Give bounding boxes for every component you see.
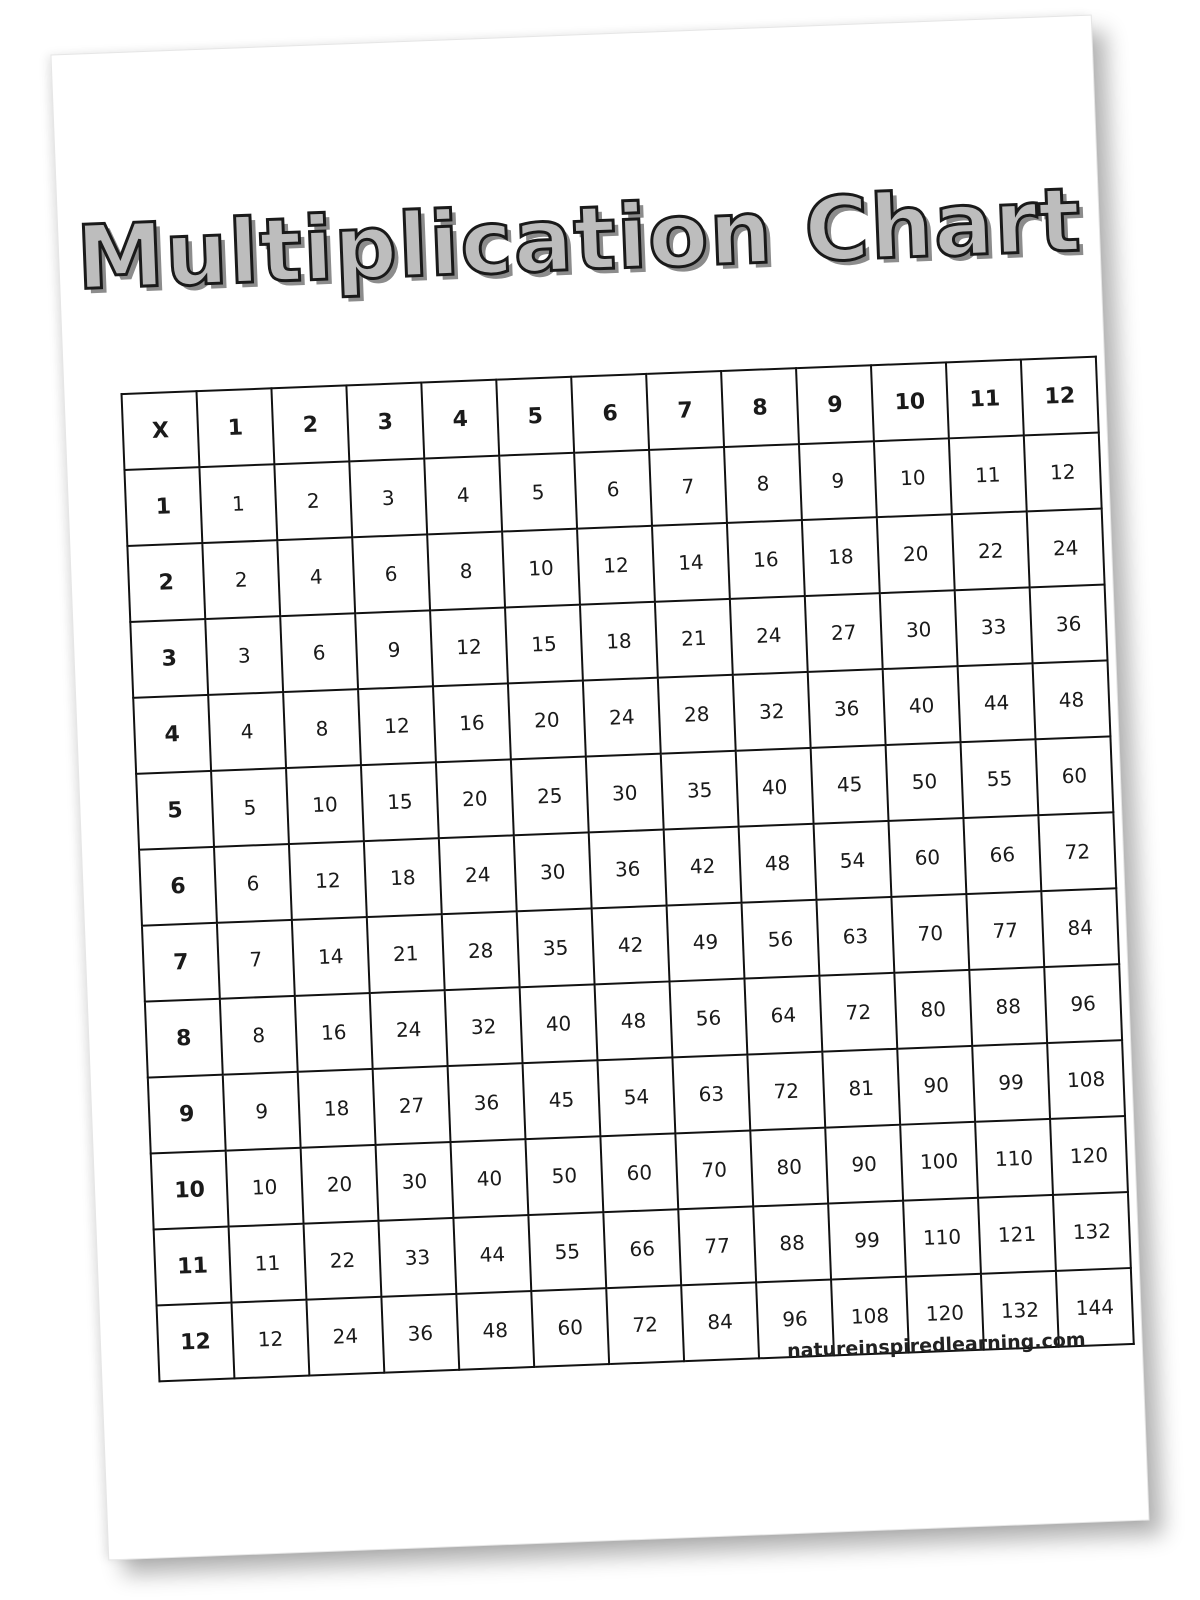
product-cell: 4 — [277, 537, 355, 616]
product-cell: 36 — [1030, 584, 1108, 663]
worksheet-page — [51, 16, 1148, 1560]
product-cell: 14 — [292, 917, 370, 996]
product-cell: 10 — [226, 1148, 304, 1227]
product-cell: 28 — [658, 675, 736, 754]
row-header: 8 — [145, 999, 223, 1078]
product-cell: 30 — [586, 754, 664, 833]
product-cell: 44 — [958, 663, 1036, 742]
product-cell: 88 — [753, 1204, 831, 1283]
product-cell: 16 — [433, 683, 511, 762]
product-cell: 70 — [675, 1130, 753, 1209]
product-cell: 20 — [436, 759, 514, 838]
product-cell: 24 — [1027, 509, 1105, 588]
product-cell: 6 — [574, 450, 652, 529]
product-cell: 12 — [289, 841, 367, 920]
product-cell: 4 — [208, 692, 286, 771]
product-cell: 22 — [304, 1221, 382, 1300]
column-header: 2 — [271, 385, 349, 464]
product-cell: 18 — [802, 517, 880, 596]
product-cell: 99 — [972, 1043, 1050, 1122]
product-cell: 121 — [978, 1195, 1056, 1274]
product-cell: 18 — [580, 602, 658, 681]
page-title: Multiplication Chart — [74, 168, 1084, 310]
product-cell: 48 — [595, 981, 673, 1060]
row-header: 3 — [130, 619, 208, 698]
product-cell: 25 — [511, 757, 589, 836]
product-cell: 50 — [886, 742, 964, 821]
product-cell: 1 — [199, 464, 277, 543]
product-cell: 27 — [373, 1066, 451, 1145]
column-header: 3 — [346, 383, 424, 462]
column-header: 7 — [646, 371, 724, 450]
product-cell: 28 — [442, 911, 520, 990]
product-cell: 3 — [205, 616, 283, 695]
product-cell: 20 — [508, 681, 586, 760]
product-cell: 80 — [894, 970, 972, 1049]
product-cell: 12 — [231, 1300, 309, 1379]
row-header: 12 — [157, 1303, 235, 1382]
product-cell: 77 — [966, 891, 1044, 970]
product-cell: 54 — [814, 821, 892, 900]
product-cell: 60 — [888, 818, 966, 897]
product-cell: 24 — [439, 835, 517, 914]
column-header: 9 — [796, 365, 874, 444]
product-cell: 60 — [1035, 736, 1113, 815]
product-cell: 80 — [750, 1128, 828, 1207]
row-header: 10 — [151, 1151, 229, 1230]
product-cell: 35 — [517, 908, 595, 987]
product-cell: 30 — [376, 1142, 454, 1221]
product-cell: 63 — [672, 1055, 750, 1134]
product-cell: 10 — [874, 438, 952, 517]
product-cell: 15 — [505, 605, 583, 684]
product-cell: 8 — [724, 444, 802, 523]
product-cell: 21 — [655, 599, 733, 678]
row-header: 2 — [127, 543, 205, 622]
product-cell: 20 — [877, 514, 955, 593]
column-header: 4 — [421, 380, 499, 459]
product-cell: 12 — [1024, 433, 1102, 512]
product-cell: 72 — [606, 1285, 684, 1364]
product-cell: 99 — [828, 1201, 906, 1280]
product-cell: 24 — [583, 678, 661, 757]
product-cell: 48 — [739, 824, 817, 903]
product-cell: 63 — [816, 897, 894, 976]
column-header: 8 — [721, 368, 799, 447]
product-cell: 8 — [283, 689, 361, 768]
product-cell: 20 — [301, 1145, 379, 1224]
product-cell: 56 — [669, 979, 747, 1058]
product-cell: 2 — [274, 461, 352, 540]
row-header: 7 — [142, 923, 220, 1002]
product-cell: 18 — [298, 1069, 376, 1148]
product-cell: 16 — [295, 993, 373, 1072]
product-cell: 30 — [880, 590, 958, 669]
product-cell: 8 — [427, 532, 505, 611]
product-cell: 96 — [1044, 964, 1122, 1043]
column-header: 11 — [946, 360, 1024, 439]
product-cell: 45 — [811, 745, 889, 824]
row-header: 1 — [124, 467, 202, 546]
product-cell: 9 — [355, 610, 433, 689]
product-cell: 72 — [1038, 812, 1116, 891]
product-cell: 5 — [211, 768, 289, 847]
product-cell: 12 — [358, 686, 436, 765]
column-header: 5 — [496, 377, 574, 456]
product-cell: 32 — [733, 672, 811, 751]
row-header: 4 — [133, 695, 211, 774]
product-cell: 110 — [903, 1198, 981, 1277]
product-cell: 36 — [381, 1294, 459, 1373]
product-cell: 132 — [1053, 1192, 1131, 1271]
product-cell: 36 — [808, 669, 886, 748]
product-cell: 4 — [424, 456, 502, 535]
product-cell: 40 — [520, 984, 598, 1063]
product-cell: 24 — [730, 596, 808, 675]
product-cell: 11 — [229, 1224, 307, 1303]
product-cell: 22 — [952, 511, 1030, 590]
product-cell: 24 — [370, 990, 448, 1069]
product-cell: 108 — [831, 1277, 909, 1356]
product-cell: 11 — [949, 435, 1027, 514]
product-cell: 45 — [523, 1060, 601, 1139]
row-header: 11 — [154, 1227, 232, 1306]
product-cell: 33 — [378, 1218, 456, 1297]
product-cell: 44 — [453, 1215, 531, 1294]
column-header: 10 — [871, 362, 949, 441]
product-cell: 90 — [897, 1046, 975, 1125]
product-cell: 7 — [217, 920, 295, 999]
product-cell: 33 — [955, 587, 1033, 666]
product-cell: 24 — [306, 1297, 384, 1376]
product-cell: 120 — [906, 1274, 984, 1353]
product-cell: 55 — [528, 1212, 606, 1291]
product-cell: 5 — [499, 453, 577, 532]
product-cell: 54 — [597, 1057, 675, 1136]
product-cell: 48 — [456, 1291, 534, 1370]
product-cell: 6 — [280, 613, 358, 692]
product-cell: 132 — [981, 1271, 1059, 1350]
product-cell: 49 — [667, 903, 745, 982]
product-cell: 12 — [430, 608, 508, 687]
multiplication-table — [121, 356, 1135, 1383]
product-cell: 36 — [589, 830, 667, 909]
product-cell: 90 — [825, 1125, 903, 1204]
product-cell: 2 — [202, 540, 280, 619]
product-cell: 81 — [822, 1049, 900, 1128]
column-header: 1 — [196, 388, 274, 467]
product-cell: 64 — [744, 976, 822, 1055]
product-cell: 42 — [592, 906, 670, 985]
product-cell: 7 — [649, 447, 727, 526]
product-cell: 14 — [652, 523, 730, 602]
product-cell: 10 — [502, 529, 580, 608]
product-cell: 8 — [220, 996, 298, 1075]
product-cell: 10 — [286, 765, 364, 844]
product-cell: 27 — [805, 593, 883, 672]
product-cell: 32 — [445, 987, 523, 1066]
product-cell: 3 — [349, 459, 427, 538]
column-header: 12 — [1021, 357, 1099, 436]
row-header: 5 — [136, 771, 214, 850]
row-header: 9 — [148, 1075, 226, 1154]
product-cell: 144 — [1056, 1268, 1134, 1347]
product-cell: 110 — [975, 1119, 1053, 1198]
product-cell: 56 — [742, 900, 820, 979]
product-cell: 36 — [448, 1063, 526, 1142]
product-cell: 30 — [514, 832, 592, 911]
product-cell: 40 — [450, 1139, 528, 1218]
product-cell: 60 — [600, 1133, 678, 1212]
product-cell: 18 — [364, 838, 442, 917]
product-cell: 66 — [603, 1209, 681, 1288]
product-cell: 70 — [891, 894, 969, 973]
product-cell: 77 — [678, 1206, 756, 1285]
product-cell: 40 — [736, 748, 814, 827]
row-header: 6 — [139, 847, 217, 926]
product-cell: 60 — [531, 1288, 609, 1367]
product-cell: 16 — [727, 520, 805, 599]
product-cell: 40 — [883, 666, 961, 745]
product-cell: 100 — [900, 1122, 978, 1201]
product-cell: 35 — [661, 751, 739, 830]
product-cell: 84 — [681, 1282, 759, 1361]
website-credit: natureinspiredlearning.com — [786, 1328, 1086, 1363]
product-cell: 9 — [223, 1072, 301, 1151]
corner-cell: X — [122, 391, 200, 470]
product-cell: 50 — [525, 1136, 603, 1215]
product-cell: 84 — [1041, 888, 1119, 967]
product-cell: 15 — [361, 762, 439, 841]
product-cell: 12 — [577, 526, 655, 605]
product-cell: 55 — [961, 739, 1039, 818]
product-cell: 6 — [352, 534, 430, 613]
product-cell: 120 — [1050, 1116, 1128, 1195]
product-cell: 9 — [799, 441, 877, 520]
product-cell: 88 — [969, 967, 1047, 1046]
product-cell: 96 — [756, 1279, 834, 1358]
product-cell: 21 — [367, 914, 445, 993]
product-cell: 72 — [819, 973, 897, 1052]
product-cell: 108 — [1047, 1040, 1125, 1119]
product-cell: 48 — [1033, 660, 1111, 739]
column-header: 6 — [571, 374, 649, 453]
product-cell: 66 — [963, 815, 1041, 894]
product-cell: 6 — [214, 844, 292, 923]
product-cell: 42 — [664, 827, 742, 906]
product-cell: 72 — [747, 1052, 825, 1131]
